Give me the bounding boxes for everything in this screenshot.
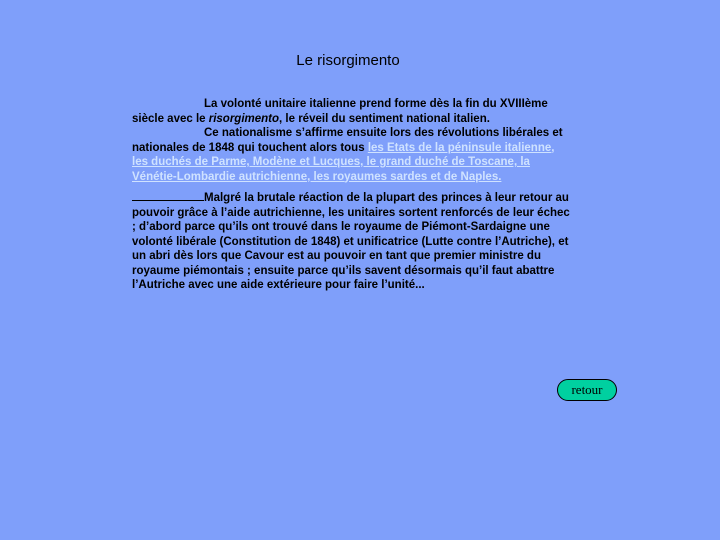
- paragraph-1-text-b: , le réveil du sentiment national italien.: [279, 112, 490, 125]
- paragraph-1-text-c: Ce nationalisme s’affirme ensuite lors des révolutions libérales et nationales de 1848 qui touchent alors tous: [132, 127, 563, 154]
- underline-indent: [132, 190, 204, 201]
- page-title: Le risorgimento: [296, 52, 400, 69]
- paragraph-1: [132, 97, 572, 184]
- paragraph-2: [132, 190, 572, 293]
- paragraph-1-text-a: La volonté unitaire italienne prend forme dès la fin du XVIIIème siècle avec le: [132, 98, 548, 125]
- paragraph-1-italic-term: risorgimento: [208, 112, 280, 125]
- paragraph-2-text: Malgré la brutale réaction de la plupart des princes à leur retour au pouvoir grâce à l’aide autrichienne, les unitaires sortent renforcés de leur échec ; d’abord parce qu’ils ont trouvé dans le royaume de Piémont-Sardaigne une volonté libérale (Constitution de 1848) et unificatrice (Lutte contre l’Autriche), et un abri dès lors que Cavour est au pouvoir en tant que premier ministre du royaume piémontais ; ensuite parce qu’ils savent désormais qu’il faut abattre l’Autriche avec une aide extérieure pour faire l’unité...: [132, 192, 570, 291]
- retour-button[interactable]: retour: [557, 379, 617, 401]
- states-link[interactable]: les Etats de la péninsule italienne, les duchés de Parme, Modène et Lucques, le grand duché de Toscane, la Vénétie-Lombardie autrichienne, les royaumes sardes et de Naples.: [132, 141, 555, 183]
- main-text: [132, 97, 572, 293]
